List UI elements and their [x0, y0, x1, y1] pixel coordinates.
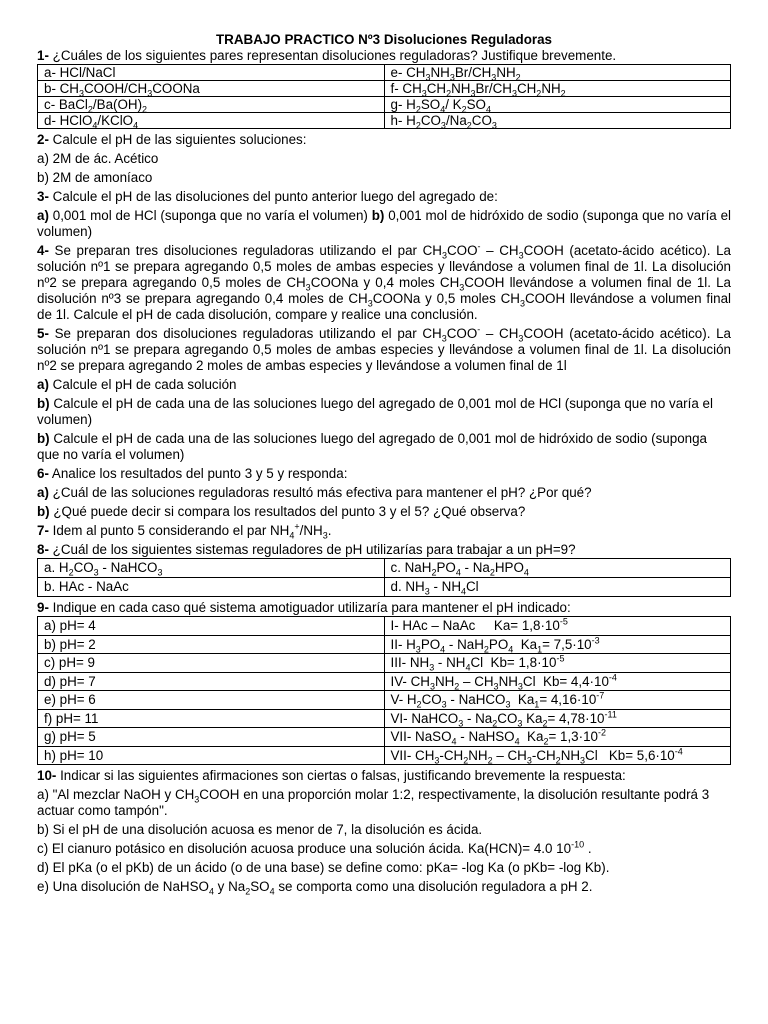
table-cell: c- $BaCl_2/Ba(OH)_2$	[38, 97, 385, 113]
question-number: 5-	[37, 326, 49, 341]
question-number: 4-	[37, 243, 49, 258]
table-cell: b- $CH_3COOH/CH_3COONa$	[38, 81, 385, 97]
q10-item-d: d) El pKa (o el pKb) de un ácido (o de una base) se define como: pKa= -log Ka (o pKb= -log Kb).	[37, 860, 610, 875]
q6-item-a: a) ¿Cuál de las soluciones reguladoras resultó más efectiva para mantener el pH? ¿Por qué?	[37, 485, 592, 500]
question-1	[37, 48, 731, 64]
table-cell: V- $H_2CO_3$ - NaHCO$_3$ $Ka_1= 4,16\cdot 10^{-7}$	[384, 691, 731, 710]
question-number: 3-	[37, 189, 49, 204]
table-cell: I- HAc – NaAc $Ka= 1,8\cdot 10^{-5}$	[384, 617, 731, 636]
q3-body: a) 0,001 mol de HCl (suponga que no varía el volumen) b) 0,001 mol de hidróxido de sodio (suponga que no varía el volumen)	[37, 208, 732, 239]
q2-item-b: b) 2M de amoníaco	[37, 170, 153, 185]
table-cell: III- $NH_3 - NH_4Cl$ $Kb= 1,8\cdot 10^{-5}$	[384, 654, 731, 673]
question-number: 6-	[37, 466, 49, 481]
table-body	[38, 617, 731, 765]
table-cell: g- $H_2SO_4/$ $K_2SO_4$	[384, 97, 731, 113]
table-cell: d. $NH_3 - NH_4Cl$	[384, 578, 731, 597]
question-number: 10-	[37, 768, 57, 783]
table-row	[38, 728, 731, 747]
question-text: Calcule el pH de las disoluciones del punto anterior luego del agregado de:	[48, 189, 498, 204]
q1-pairs-table	[37, 64, 731, 129]
question-6	[37, 466, 731, 482]
q10-item-b: b) Si el pH de una disolución acuosa es menor de 7, la disolución es ácida.	[37, 822, 483, 837]
table-cell: h) pH= 10	[38, 746, 385, 765]
q2-item-a: a) 2M de ác. Acético	[37, 151, 159, 166]
table-cell: e- $CH_3NH_3Br/CH_3NH_2$	[384, 65, 731, 81]
question-10	[37, 768, 731, 784]
q5-item-b-hcl: b) Calcule el pH de cada una de las soluciones luego del agregado de 0,001 mol de HCl (suponga que no varía el volumen)	[37, 396, 713, 427]
q8-systems-table	[37, 558, 731, 597]
question-7	[37, 523, 731, 539]
page-title: TRABAJO PRACTICO Nº3 Disoluciones Reguladoras	[216, 32, 552, 47]
q10-item-a: a) "Al mezclar NaOH y $CH_3COOH$ en una proporción molar 1:2, respectivamente, la disolución resultante podrá 3 actuar como tampón".	[37, 787, 710, 818]
table-row	[38, 635, 731, 654]
question-number: 7-	[37, 523, 49, 538]
table-row	[38, 654, 731, 673]
question-text: Se preparan dos disoluciones reguladoras utilizando el par $CH_3COO^-$ – $CH_3COOH$ (acetato-ácido acético). La solución nº1 se prepara agregando 0,5 moles de ambas especies y llevándose a volumen final de 1l. La disolución nº2 se prepara agregando 2 moles de ambas especies y llevándose a volumen final de 1l	[37, 324, 731, 373]
table-cell: IV- $CH_3NH_2 - CH_3NH_3Cl$ $Kb= 4,4\cdot 10^{-4}$	[384, 672, 731, 691]
q10-item-e: e) Una disolución de NaHSO$_4$ y $Na_2SO_4$ se comporta como una disolución reguladora a pH 2.	[37, 879, 593, 897]
table-cell: VI- NaHCO$_3$ - $Na_2CO_3$ $Ka_2= 4,78\cdot 10^{-11}$	[384, 709, 731, 728]
table-body	[38, 559, 731, 597]
question-text: ¿Cuáles de los siguientes pares representan disoluciones reguladoras? Justifique brevemente.	[48, 48, 617, 63]
table-row	[38, 81, 731, 97]
q10-item-c: c) El cianuro potásico en disolución acuosa produce una solución ácida. Ka(HCN)= 4.0 $10^{-10}$ .	[37, 839, 592, 856]
table-cell: d) pH= 7	[38, 672, 385, 691]
table-row	[38, 617, 731, 636]
table-cell: d- HClO$_4$/KClO$_4$	[38, 113, 385, 129]
table-row	[38, 97, 731, 113]
question-text: Calcule el pH de las siguientes soluciones:	[48, 132, 307, 147]
q5-item-a: a) Calcule el pH de cada solución	[37, 377, 237, 392]
table-row	[38, 559, 731, 578]
q5-item-b-naoh: b) Calcule el pH de cada una de las soluciones luego del agregado de 0,001 mol de hidróxido de sodio (suponga que no varía el volumen)	[37, 431, 707, 462]
table-cell: h- $H_2CO_3/Na_2CO_3$	[384, 113, 731, 129]
table-cell: g) pH= 5	[38, 728, 385, 747]
table-cell: f- $CH_3CH_2NH_3Br/CH_3CH_2NH_2$	[384, 81, 731, 97]
table-cell: b. HAc - NaAc	[38, 578, 385, 597]
table-row	[38, 746, 731, 765]
table-cell: VII- NaSO$_4$ - NaHSO$_4$ $Ka_2= 1,3\cdot 10^{-2}$	[384, 728, 731, 747]
table-cell: c. $NaH_2PO_4 - Na_2HPO_4$	[384, 559, 731, 578]
table-row	[38, 672, 731, 691]
question-number: 2-	[37, 132, 49, 147]
table-row	[38, 113, 731, 129]
question-text: Indique en cada caso qué sistema amotiguador utilizaría para mantener el pH indicado:	[48, 600, 571, 615]
question-number: 9-	[37, 600, 49, 615]
table-row	[38, 709, 731, 728]
question-text: Idem al punto 5 considerando el par $NH_4^+/NH_3$.	[48, 521, 332, 541]
table-cell: a. $H_2CO_3$ - NaHCO$_3$	[38, 559, 385, 578]
question-4	[37, 243, 731, 323]
question-text: Analice los resultados del punto 3 y 5 y responda:	[48, 466, 348, 481]
question-2	[37, 132, 731, 148]
table-cell: e) pH= 6	[38, 691, 385, 710]
table-cell: a) pH= 4	[38, 617, 385, 636]
question-text: Indicar si las siguientes afirmaciones son ciertas o falsas, justificando brevemente la respuesta:	[56, 768, 626, 783]
question-8	[37, 542, 731, 558]
table-cell: f) pH= 11	[38, 709, 385, 728]
question-number: 8-	[37, 542, 49, 557]
question-text: ¿Cuál de los siguientes sistemas reguladores de pH utilizarías para trabajar a un pH=9?	[48, 542, 576, 557]
table-cell: VII- $CH_3-CH_2NH_2 - CH_3-CH_2NH_3Cl$ $Kb= 5,6\cdot 10^{-4}$	[384, 746, 731, 765]
q9-buffer-table	[37, 616, 731, 765]
table-body	[38, 65, 731, 129]
question-5	[37, 326, 731, 374]
q6-item-b: b) ¿Qué puede decir si compara los resultados del punto 3 y el 5? ¿Qué observa?	[37, 504, 526, 519]
question-9	[37, 600, 731, 616]
table-cell: c) pH= 9	[38, 654, 385, 673]
table-cell: a- HCl/NaCl	[38, 65, 385, 81]
table-row	[38, 65, 731, 81]
table-cell: II- $H_3PO_4 - NaH_2PO_4$ $Ka_1= 7,5\cdot 10^{-3}$	[384, 635, 731, 654]
question-text: Se preparan tres disoluciones reguladoras utilizando el par $CH_3COO^-$ – $CH_3COOH$ (acetato-ácido acético). La solución nº1 se prepara agregando 0,5 moles de ambas especies y llevándose a volumen final de 1l. La disolución nº2 se prepara agregando 0,5 moles de $CH_3COONa$ y 0,4 moles $CH_3COOH$ llevándose a volumen final de 1l. La disolución nº3 se prepara agregando 0,4 moles de $CH_3COONa$ y 0,5 moles $CH_3COOH$ llevándose a volumen final de 1l. Calcule el pH de cada disolución, compare y realice una conclusión.	[37, 241, 732, 322]
table-row	[38, 691, 731, 710]
table-cell: b) pH= 2	[38, 635, 385, 654]
question-number: 1-	[37, 48, 49, 63]
question-3	[37, 189, 731, 205]
table-row	[38, 578, 731, 597]
